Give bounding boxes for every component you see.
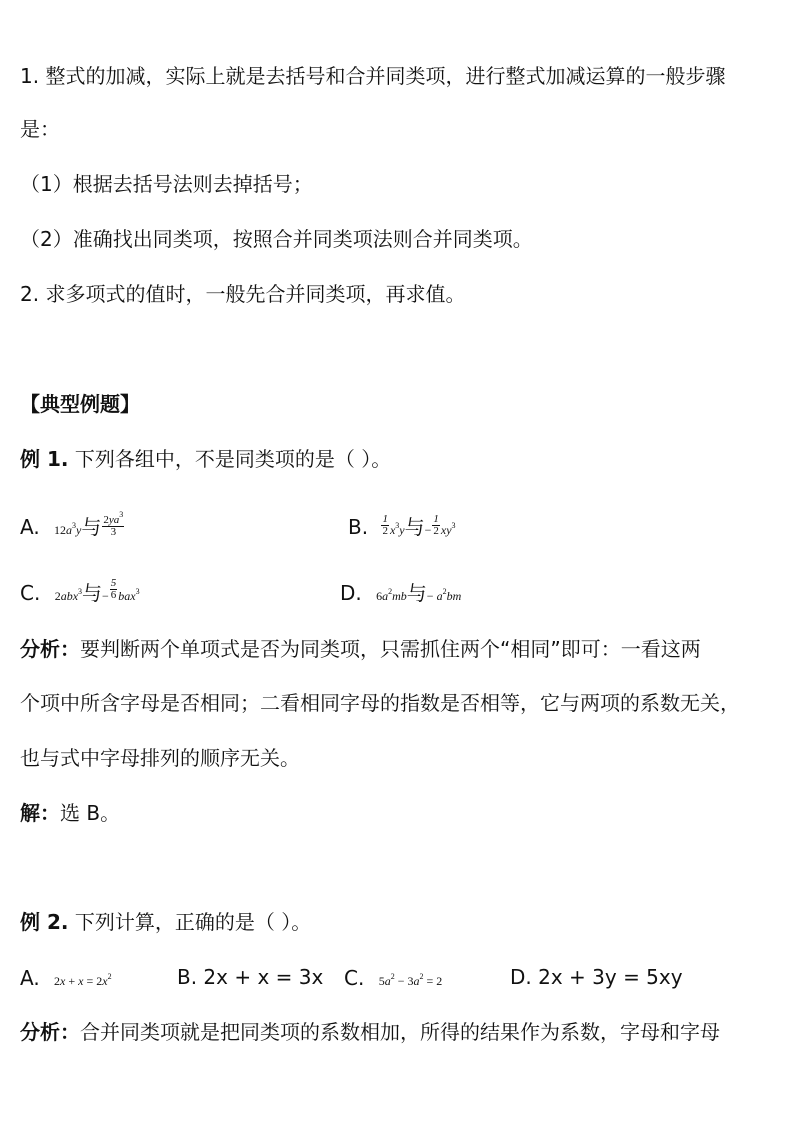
- ex1-option-d-label: D.: [340, 581, 362, 605]
- summary-step-1: （1）根据去括号法则去掉括号；: [20, 172, 313, 196]
- summary-line-2: 2. 求多项式的值时，一般先合并同类项，再求值。: [20, 282, 466, 306]
- ex1-option-a: [20, 509, 125, 546]
- ex1-option-b-expr2: − $\frac{1}{2}$ $xy^3$: [424, 512, 456, 537]
- ex1-analysis-line-1: [20, 635, 701, 663]
- ex1-option-b-connector: 与: [404, 515, 425, 539]
- summary-line-1-cont: 是：: [20, 117, 60, 141]
- ex2-option-a-expr: $2x + x = 2x^2$: [54, 972, 112, 988]
- ex1-solution-label: 解：: [20, 801, 60, 825]
- ex2-option-c: [344, 963, 442, 995]
- ex1-option-c-expr2: − $\frac{5}{6}$ bax$^3$: [102, 576, 140, 603]
- ex1-option-c-expr1: 2abx$^3$: [54, 587, 83, 603]
- example-1-text: 下列各组中，不是同类项的是（ ）。: [68, 447, 392, 471]
- ex1-option-d-expr2: − $a^2bm$: [426, 587, 462, 603]
- example-1-question: [20, 445, 391, 473]
- ex1-analysis-label: 分析：: [20, 637, 80, 661]
- ex1-option-c-label: C.: [20, 581, 41, 605]
- ex2-option-c-label: C.: [344, 966, 365, 990]
- ex1-solution: [20, 799, 120, 827]
- ex1-option-c: [20, 578, 140, 610]
- ex1-option-c-connector: 与: [82, 581, 103, 605]
- ex2-option-d: D. 2x + 3y = 5xy: [510, 965, 683, 989]
- ex2-analysis-line-1: [20, 1018, 720, 1046]
- example-2-text: 下列计算，正确的是（ ）。: [68, 910, 312, 934]
- ex1-option-d-connector: 与: [406, 581, 427, 605]
- ex2-analysis-label: 分析：: [20, 1020, 80, 1044]
- ex1-option-a-expr1: $12a^3y$: [54, 521, 82, 537]
- ex2-option-a-label: A.: [20, 966, 40, 990]
- ex1-analysis-text-1: 要判断两个单项式是否为同类项，只需抓住两个“相同”即可：一看这两: [80, 637, 701, 661]
- example-2-question: [20, 908, 311, 936]
- ex2-option-b: B. 2x + x = 3x: [177, 965, 324, 989]
- summary-step-2: （2）准确找出同类项，按照合并同类项法则合并同类项。: [20, 227, 533, 251]
- ex2-analysis-text-1: 合并同类项就是把同类项的系数相加，所得的结果作为系数，字母和字母: [80, 1020, 720, 1044]
- ex1-analysis-line-2: 个项中所含字母是否相同；二看相同字母的指数是否相等，它与两项的系数无关，: [20, 691, 740, 715]
- ex1-option-a-connector: 与: [81, 515, 102, 539]
- ex1-option-a-label: A.: [20, 515, 40, 539]
- ex1-solution-text: 选 B。: [60, 801, 121, 825]
- example-1-label: 例 1.: [20, 447, 69, 471]
- ex1-option-b-label: B.: [348, 515, 369, 539]
- example-2-label: 例 2.: [20, 910, 69, 934]
- ex1-option-d-expr1: $6a^2mb$: [376, 587, 407, 603]
- ex1-option-a-expr2: $\frac{2ya^3}{3}$: [103, 509, 124, 538]
- ex1-analysis-line-3: 也与式中字母排列的顺序无关。: [20, 746, 300, 770]
- ex1-option-d: [340, 578, 461, 610]
- section-title: 【典型例题】: [20, 392, 140, 416]
- ex2-option-a: [20, 963, 112, 995]
- ex1-option-b: [348, 512, 456, 544]
- summary-line-1: 1. 整式的加减，实际上就是去括号和合并同类项，进行整式加减运算的一般步骤: [20, 64, 726, 88]
- ex1-option-b-expr1: $\frac{1}{2}$ $x^3y$: [382, 512, 405, 537]
- ex2-option-c-expr: $5a^2 - 3a^2 = 2$: [378, 972, 443, 988]
